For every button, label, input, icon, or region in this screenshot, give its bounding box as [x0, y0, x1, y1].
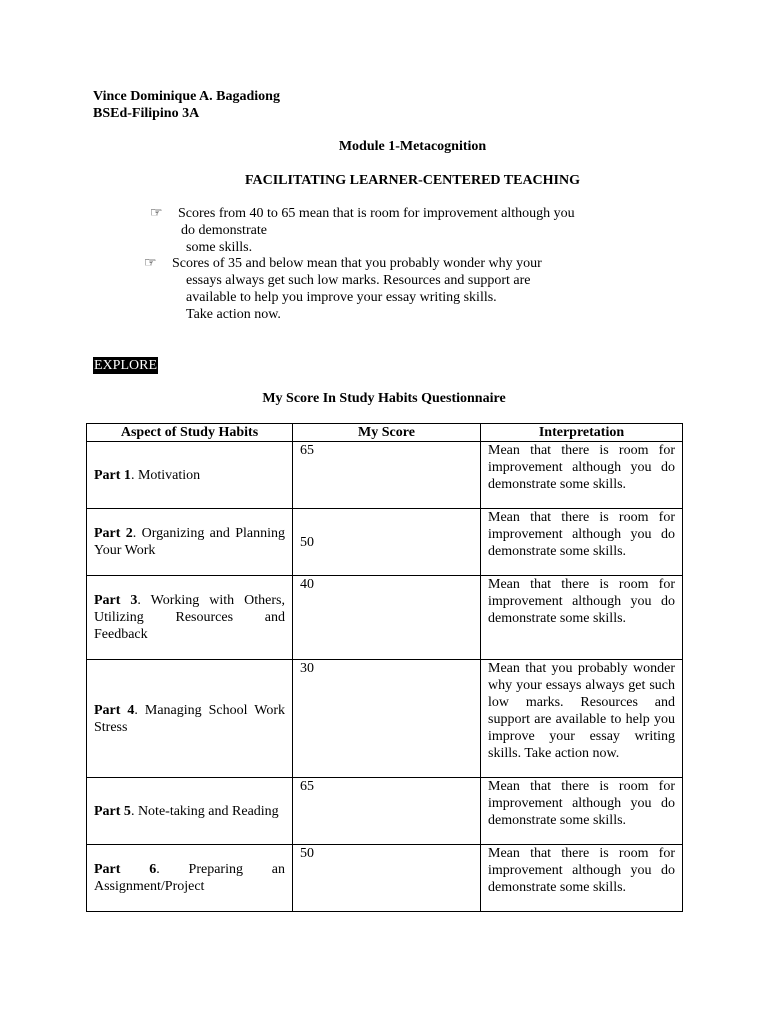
pointing-hand-icon: ☞ — [144, 256, 157, 271]
aspect-text: . Motivation — [130, 467, 201, 483]
bullet-text-line: essays always get such low marks. Resources and support are — [186, 273, 531, 288]
module-title: Module 1-Metacognition — [338, 139, 487, 154]
table-row — [87, 576, 683, 660]
table-row — [87, 845, 683, 912]
explore-section-label: EXPLORE — [94, 358, 157, 373]
score-cell: 40 — [293, 576, 481, 660]
aspect-text: . Preparing an Assignment/Project — [94, 862, 285, 894]
aspect-text: . Working with Others, Utilizing Resources and Feedback — [94, 593, 285, 642]
score-cell: 65 — [293, 778, 481, 845]
table-row — [87, 778, 683, 845]
interpretation-cell: Mean that there is room for improvement although you do demonstrate some skills. — [481, 845, 683, 912]
aspect-cell — [87, 778, 293, 845]
pointing-hand-icon: ☞ — [150, 206, 163, 221]
bullet-text-line: do demonstrate — [181, 223, 267, 238]
score-cell: 50 — [293, 845, 481, 912]
aspect-text: . Note-taking and Reading — [130, 803, 279, 819]
author-name: Vince Dominique A. Bagadiong — [93, 89, 280, 104]
column-header-aspect: Aspect of Study Habits — [87, 424, 293, 442]
course-section: BSEd-Filipino 3A — [93, 106, 200, 121]
part-label: Part 4 — [94, 702, 135, 718]
bullet-text-line: available to help you improve your essay writing skills. — [186, 290, 497, 305]
aspect-cell — [87, 576, 293, 660]
aspect-cell — [87, 442, 293, 509]
column-header-interpretation: Interpretation — [481, 424, 683, 442]
page-title: FACILITATING LEARNER-CENTERED TEACHING — [244, 173, 580, 188]
part-label: Part 1 — [94, 467, 131, 483]
table-row — [87, 509, 683, 576]
bullet-text-line: some skills. — [186, 240, 253, 255]
interpretation-cell: Mean that there is room for improvement although you do demonstrate some skills. — [481, 509, 683, 576]
aspect-cell — [87, 660, 293, 778]
bullet-text-line: Scores from 40 to 65 mean that is room for improvement although you — [178, 206, 575, 221]
interpretation-cell: Mean that there is room for improvement although you do demonstrate some skills. — [481, 576, 683, 660]
aspect-cell — [87, 845, 293, 912]
table-header-row — [87, 424, 683, 442]
column-header-score: My Score — [293, 424, 481, 442]
aspect-text: . Managing School Work Stress — [94, 702, 285, 735]
score-cell: 30 — [293, 660, 481, 778]
study-habits-table — [86, 423, 683, 912]
aspect-text: . Organizing and Planning Your Work — [94, 526, 285, 558]
aspect-cell — [87, 509, 293, 576]
score-cell: 50 — [293, 509, 481, 576]
part-label: Part 5 — [94, 803, 131, 819]
table-row — [87, 442, 683, 509]
bullet-text-line: Take action now. — [186, 307, 281, 322]
interpretation-cell: Mean that there is room for improvement although you do demonstrate some skills. — [481, 778, 683, 845]
interpretation-cell: Mean that there is room for improvement although you do demonstrate some skills. — [481, 442, 683, 509]
score-cell: 65 — [293, 442, 481, 509]
part-label: Part 6 — [94, 862, 157, 877]
part-label: Part 2 — [94, 526, 133, 541]
table-title: My Score In Study Habits Questionnaire — [262, 391, 506, 406]
bullet-text-line: Scores of 35 and below mean that you probably wonder why your — [172, 256, 542, 271]
part-label: Part 3 — [94, 593, 138, 608]
table-row — [87, 660, 683, 778]
interpretation-cell: Mean that you probably wonder why your essays always get such low marks. Resources and support are available to help you improve your essay writing skills. Take action now. — [481, 660, 683, 778]
